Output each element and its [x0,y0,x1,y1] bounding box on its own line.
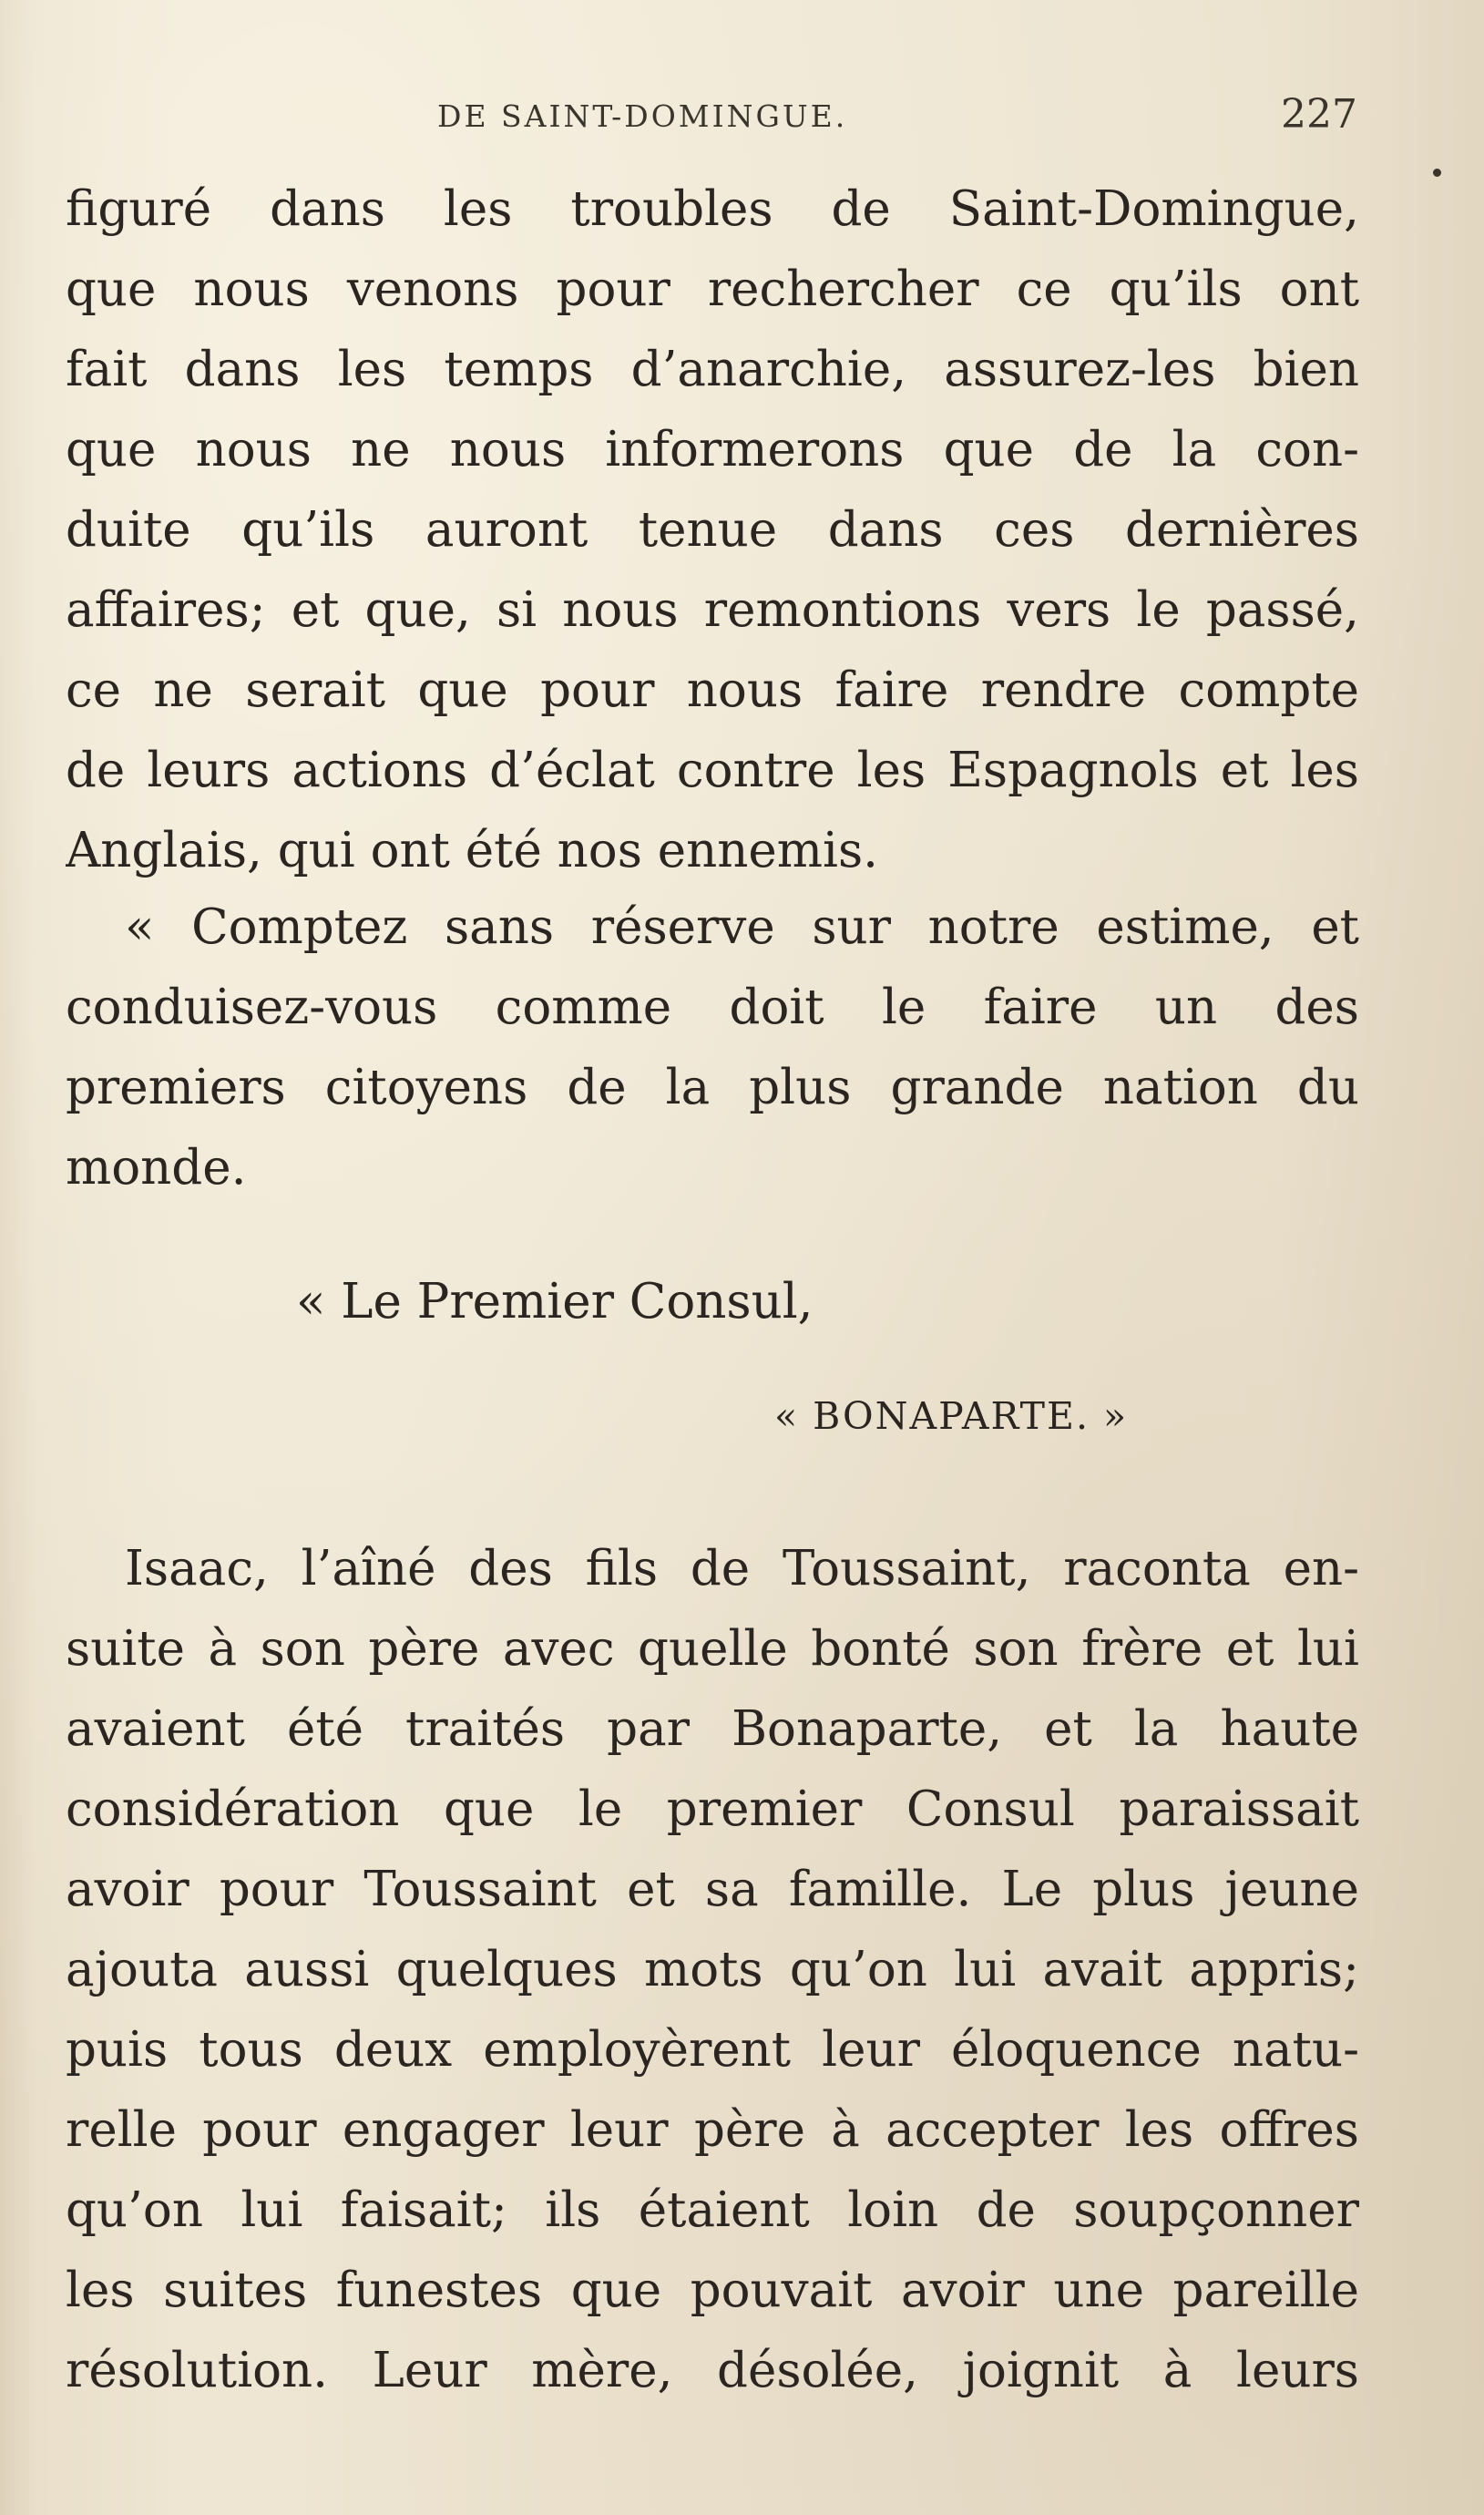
text-line: que nous venons pour rechercher ce qu’ils ont [66,262,1359,317]
running-title: DE SAINT-DOMINGUE. [437,98,848,134]
text-line: ajouta aussi quelques mots qu’on lui avait appris; [66,1942,1359,1997]
ink-dot [1433,169,1441,177]
text-line: considération que le premier Consul paraissait [66,1781,1359,1837]
signature-title: « Le Premier Consul, [296,1274,814,1329]
text-line: relle pour engager leur père à accepter les offres [66,2102,1359,2158]
text-line: résolution. Leur mère, désolée, joignit à leurs [66,2343,1359,2398]
text-line: ce ne serait que pour nous faire rendre compte [66,662,1359,718]
text-line: monde. [66,1140,247,1196]
paragraph-continued [66,169,1359,891]
text-line: les suites funestes que pouvait avoir une pareille [66,2263,1359,2318]
paragraph-quote [66,888,1359,1208]
text-line: qu’on lui faisait; ils étaient loin de soupçonner [66,2182,1359,2238]
text-line: figuré dans les troubles de Saint-Domingue, [66,181,1359,237]
text-line: de leurs actions d’éclat contre les Espagnols et les [66,743,1359,798]
text-line: suite à son père avec quelle bonté son frère et lui [66,1621,1359,1677]
text-line: avoir pour Toussaint et sa famille. Le plus jeune [66,1862,1359,1917]
text-line: Isaac, l’aîné des fils de Toussaint, raconta en- [125,1541,1359,1596]
text-line: premiers citoyens de la plus grande nation du [66,1060,1359,1115]
text-line: avaient été traités par Bonaparte, et la haute [66,1701,1359,1757]
text-line: affaires; et que, si nous remontions vers le passé, [66,582,1359,638]
text-line: duite qu’ils auront tenue dans ces dernières [66,502,1359,558]
text-line: que nous ne nous informerons que de la con- [66,422,1359,477]
text-line: puis tous deux employèrent leur éloquence natu- [66,2022,1359,2078]
text-line: fait dans les temps d’anarchie, assurez-les bien [66,342,1359,397]
paragraph-narrative [66,1529,1359,2411]
text-line: Anglais, qui ont été nos ennemis. [66,823,878,878]
signature-name: « BONAPARTE. » [774,1394,1129,1438]
running-head [64,91,1357,146]
text-line: conduisez-vous comme doit le faire un des [66,980,1359,1035]
page-number: 227 [1281,91,1357,138]
text-line: « Comptez sans réserve sur notre estime, et [125,899,1359,955]
